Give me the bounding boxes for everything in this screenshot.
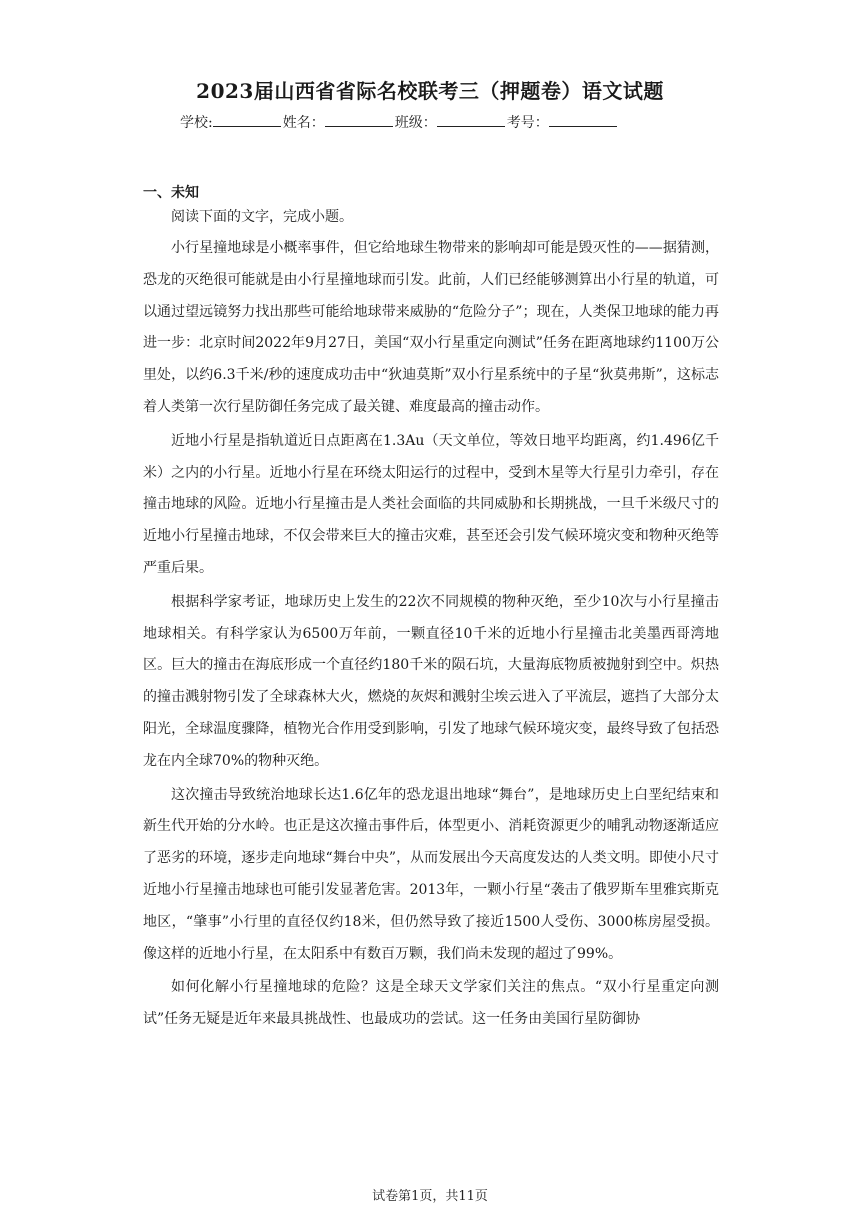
passage-paragraph: 这次撞击导致统治地球长达1.6亿年的恐龙退出地球“舞台”，是地球历史上白垩纪结束和新生代开始的分水岭。也正是这次撞击事件后，体型更小、消耗资源更少的哺乳动物逐渐适应了恶劣的环境，逐步走向地球“舞台中央”，从而发展出今天高度发达的人类文明。即使小尺寸近地小行星撞击地球也可能引发显著危害。2013年，一颗小行星“袭击了俄罗斯车里雅宾斯克地区，“肇事”小行里的直径仅约18米，但仍然导致了接近1500人受伤、3000栋房屋受损。像这样的近地小行星，在太阳系中有数百万颗，我们尚未发现的超过了99%。 [143,786,719,962]
instruction-text: 阅读下面的文字，完成小题。 [171,209,353,225]
exam-number-label: 考号： [506,115,549,131]
name-blank [325,113,393,127]
name-label: 姓名： [282,115,325,131]
passage-paragraph: 如何化解小行星撞地球的危险？这是全球天文学家们关注的焦点。“双小行星重定向测试”任务无疑是近年来最具挑战性、也最成功的尝试。这一任务由美国行星防御协 [143,979,719,1028]
passage-paragraph: 小行星撞地球是小概率事件，但它给地球生物带来的影响却可能是毁灭性的——据猜测，恐龙的灭绝很可能就是由小行星撞地球而引发。此前，人们已经能够测算出小行星的轨道，可以通过望远镜努力找出那些可能给地球带来威胁的“危险分子”；现在，人类保卫地球的能力再进一步：北京时间2022年9月27日，美国“双小行星重定向测试”任务在距离地球约1100万公里处，以约6.3千米/秒的速度成功击中“狄迪莫斯”双小行星系统中的子星“狄莫弗斯”，这标志着人类第一次行星防御任务完成了最关键、难度最高的撞击动作。 [143,240,719,415]
page-footer: 试卷第1页，共11页 [372,1189,488,1204]
school-label: 学校: [180,115,213,131]
page-title: 2023届山西省省际名校联考三（押题卷）语文试题 [196,79,664,103]
passage-paragraph: 近地小行星是指轨道近日点距离在1.3Au（天文单位，等效日地平均距离，约1.496亿千米）之内的小行星。近地小行星在环绕太阳运行的过程中，受到木星等大行星引力牵引，存在撞击地球的风险。近地小行星撞击是人类社会面临的共同威胁和长期挑战，一旦千米级尺寸的近地小行星撞击地球，不仅会带来巨大的撞击灾难，甚至还会引发气候环境灾变和物种灭绝等严重后果。 [143,432,719,576]
passage-paragraph: 根据科学家考证，地球历史上发生的22次不同规模的物种灭绝，至少10次与小行星撞击地球相关。有科学家认为6500万年前，一颗直径10千米的近地小行星撞击北美墨西哥湾地区。巨大的撞击在海底形成一个直径约180千米的陨石坑，大量海底物质被抛射到空中。炽热的撞击溅射物引发了全球森林大火，燃烧的灰烬和溅射尘埃云进入了平流层，遮挡了大部分太阳光，全球温度骤降，植物光合作用受到影响，引发了地球气候环境灾变，最终导致了包括恐龙在内全球70%的物种灭绝。 [143,593,719,769]
school-blank [213,113,281,127]
student-info-line [180,112,619,132]
section-heading: 一、未知 [143,185,199,201]
reading-passage [143,203,719,1036]
class-label: 班级： [394,115,437,131]
class-blank [437,113,505,127]
exam-number-blank [549,113,617,127]
